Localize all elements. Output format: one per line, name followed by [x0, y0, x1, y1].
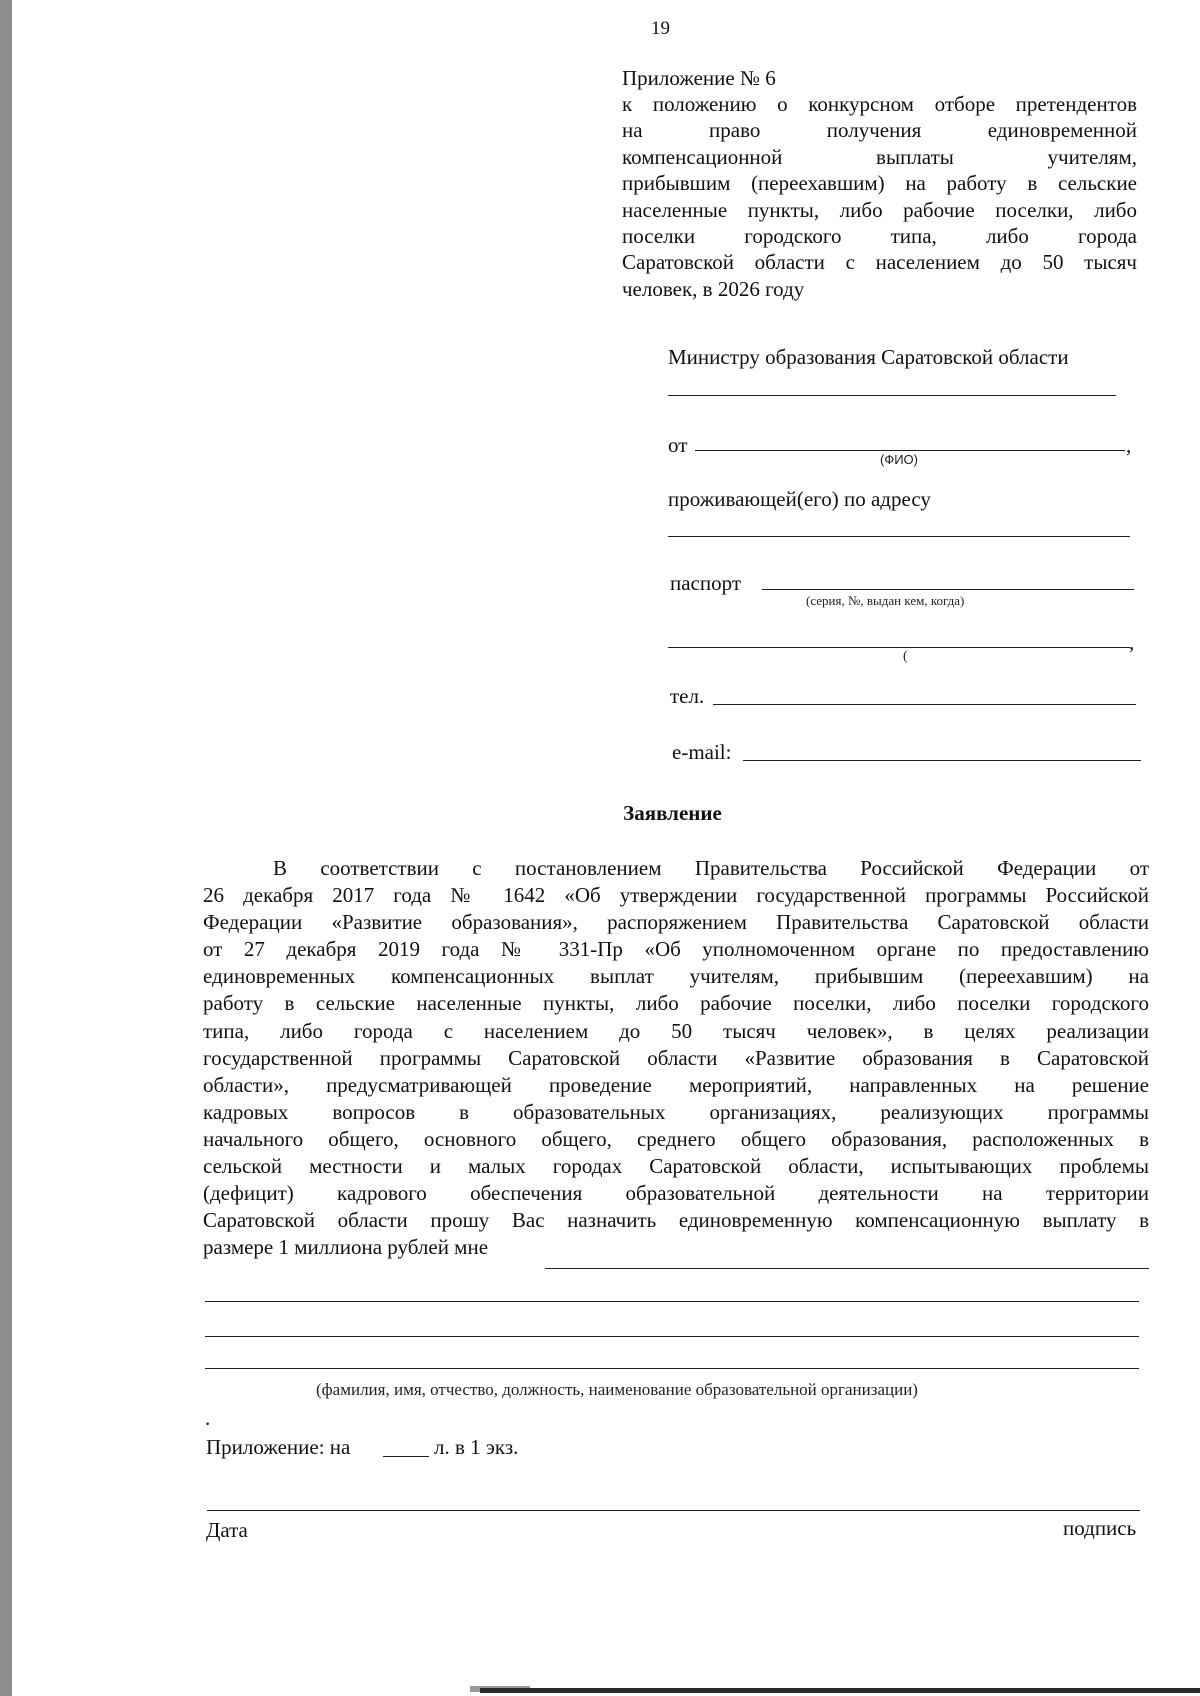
statement-line: единовременных компенсационных выплат учителям, прибывшим (переехавшим) на — [203, 964, 1149, 989]
annex-line: компенсационной выплаты учителям, — [622, 144, 1137, 169]
statement-line: Федерации «Развитие образования», распоряжением Правительства Саратовской области — [203, 910, 1149, 935]
email-label: e-mail: — [672, 740, 732, 764]
annex-heading: Приложение № 6 — [622, 66, 776, 90]
annex-line: поселки городского типа, либо города — [622, 223, 1137, 248]
statement-line: сельской местности и малых городах Саратовской области, испытывающих проблемы — [203, 1154, 1149, 1179]
date-signature-line[interactable] — [207, 1510, 1140, 1511]
address-input-line[interactable] — [668, 536, 1130, 537]
phone-input-line[interactable] — [713, 704, 1136, 705]
statement-line: (дефицит) кадрового обеспечения образовательной деятельности на территории — [203, 1181, 1149, 1206]
statement-line: типа, либо города с населением до 50 тысяч человек», в целях реализации — [203, 1018, 1149, 1043]
applicant-input-line-1[interactable] — [545, 1268, 1149, 1269]
passport-input-line[interactable] — [762, 589, 1134, 590]
statement-line: работу в сельские населенные пункты, либо рабочие поселки, либо поселки городского — [203, 991, 1149, 1016]
passport-hint: (серия, №, выдан кем, когда) — [806, 593, 965, 608]
date-label: Дата — [206, 1518, 248, 1542]
applicant-input-line-3[interactable] — [205, 1336, 1139, 1337]
annex-line: Саратовской области с населением до 50 тысяч — [622, 250, 1137, 275]
from-comma: , — [1126, 433, 1132, 457]
statement-title: Заявление — [623, 801, 722, 825]
page-number: 19 — [651, 18, 670, 39]
fio-input-line[interactable] — [695, 450, 1125, 451]
passport-continuation-line[interactable] — [668, 647, 1130, 648]
attachment-suffix: л. в 1 экз. — [434, 1435, 519, 1459]
phone-label: тел. — [670, 684, 705, 708]
minister-line: Министру образования Саратовской области — [668, 345, 1069, 369]
passport-label: паспорт — [670, 571, 742, 595]
statement-line: области», предусматривающей проведение мероприятий, направленных на решение — [203, 1072, 1149, 1097]
signature-label: подпись — [1063, 1516, 1137, 1540]
statement-line: начального общего, основного общего, среднего общего образования, расположенных в — [203, 1126, 1149, 1151]
annex-line: прибывшим (переехавшим) на работу в сельские — [622, 171, 1137, 196]
applicant-input-line-2[interactable] — [205, 1301, 1139, 1302]
statement-line: от 27 декабря 2019 года № 331-Пр «Об уполномоченном органе по предоставлению — [203, 937, 1149, 962]
passport-comma: , — [1129, 630, 1135, 654]
scan-edge-bottom — [480, 1688, 1200, 1693]
statement-line: 26 декабря 2017 года № 1642 «Об утверждении государственной программы Российской — [203, 883, 1149, 908]
statement-line: Саратовской области прошу Вас назначить единовременную компенсационную выплату в — [203, 1208, 1149, 1233]
annex-text — [622, 91, 1137, 302]
statement-last-line: размере 1 миллиона рублей мне — [203, 1235, 489, 1260]
statement-line: государственной программы Саратовской области «Развитие образования в Саратовской — [203, 1045, 1149, 1070]
annex-line: на право получения единовременной — [622, 118, 1137, 143]
email-input-line[interactable] — [743, 760, 1141, 761]
statement-line: кадровых вопросов в образовательных организациях, реализующих программы — [203, 1099, 1149, 1124]
fio-hint: (ФИО) — [880, 452, 918, 467]
attachment-pages-input[interactable] — [383, 1456, 429, 1457]
stray-mark: ( — [903, 649, 908, 664]
attachment-prefix: Приложение: на — [206, 1435, 351, 1459]
minister-blank-line[interactable] — [668, 395, 1116, 396]
stray-dot: . — [205, 1406, 211, 1430]
statement-line: В соответствии с постановлением Правительства Российской Федерации от — [273, 856, 1149, 880]
applicant-input-line-4[interactable] — [205, 1368, 1139, 1369]
statement-body — [203, 855, 1149, 1261]
applicant-fill-hint: (фамилия, имя, отчество, должность, наименование образовательной организации) — [316, 1380, 918, 1399]
annex-line: человек, в 2026 году — [622, 276, 805, 301]
annex-line: населенные пункты, либо рабочие поселки, либо — [622, 197, 1137, 222]
from-label: от — [668, 433, 688, 457]
address-label: проживающей(его) по адресу — [668, 487, 931, 511]
annex-line: к положению о конкурсном отборе претендентов — [622, 92, 1137, 116]
